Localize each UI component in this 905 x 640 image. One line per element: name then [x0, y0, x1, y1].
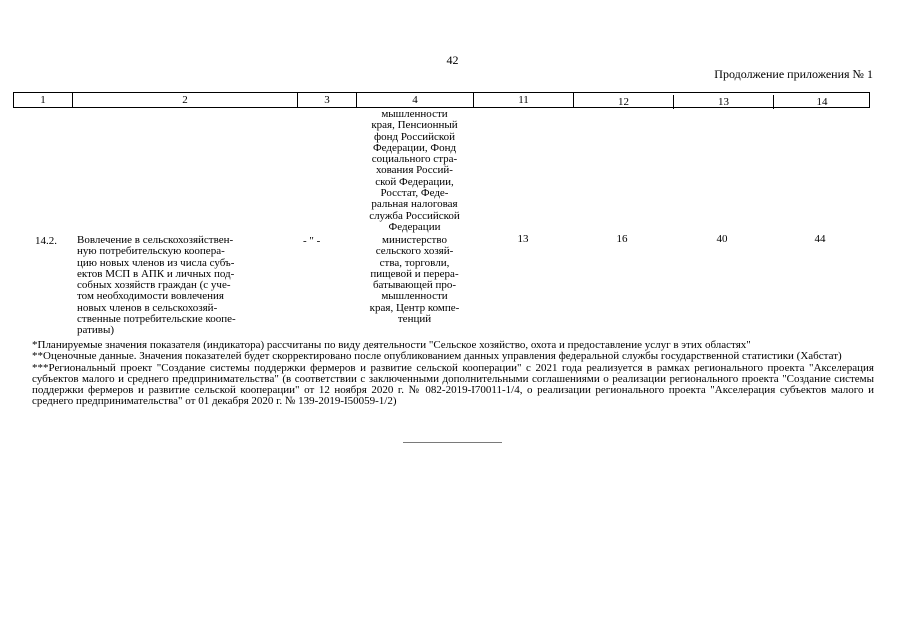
- col4-continued-text: мышленности края, Пенсионный фонд Российской Федерации, Фонд социального стра- хования Россий- ской Федерации, Росстат, Феде- ральная налоговая служба Российской Федерации: [369, 108, 460, 233]
- footnotes: [32, 340, 874, 408]
- row-description: Вовлечение в сельскохозяйствен- ную потребительскую коопера- цию новых членов из числа субъ- ектов МСП в АПК и личных под- собных хозяйств граждан (с уче- том необходимости вовлечения новых членов в сельскохозяй- ственные потребительские коопе- ративы): [77, 234, 236, 337]
- footnote-1: *Планируемые значения показателя (индикатора) рассчитаны по виду деятельности "Сельское хозяйство, охота и предоставление услуг в этих областях": [32, 339, 751, 351]
- header-cell-12: 12: [574, 95, 674, 109]
- header-cell-13: 13: [674, 95, 774, 109]
- header-cell-2: 2: [73, 93, 298, 107]
- row-col3-ditto: - " -: [303, 235, 321, 247]
- row-value-col13: 40: [716, 233, 728, 245]
- footnote-3: ***Региональный проект "Создание системы поддержки фермеров и развитие сельской кооперации" с 2021 года реализуется в рамках регионального проекта "Акселерация субъектов малого и среднего предпринимательства" (в соответствии с заключенными дополнительными соглашениями о реализации регионального проекта "Создание системы поддержки фермеров и развитие сельской кооперации" от 12 ноября 2020 г. № 082-2019-I70011-1/4, о реализации регионального проекта "Акселерация субъектов малого и среднего предпринимательства" от 01 декабря 2020 г. № 139-2019-I50059-1/2): [32, 361, 874, 408]
- header-cell-3: 3: [298, 93, 357, 107]
- row-number: 14.2.: [35, 235, 57, 247]
- row-value-col14: 44: [814, 233, 826, 245]
- page-number: 42: [446, 53, 459, 67]
- header-cell-1: 1: [14, 93, 73, 107]
- continuation-label: Продолжение приложения № 1: [714, 67, 873, 81]
- row-col4-responsible: министерство сельского хозяй- ства, торговли, пищевой и перера- батывающей про- мышленности края, Центр компе- тенций: [369, 234, 460, 326]
- header-cell-14: 14: [816, 96, 828, 108]
- header-cell-11: 11: [474, 93, 574, 107]
- end-divider: [403, 442, 502, 443]
- row-value-col12: 16: [616, 233, 628, 245]
- row-value-col11: 13: [517, 233, 529, 245]
- header-cell-4: 4: [357, 93, 474, 107]
- footnote-2: **Оценочные данные. Значения показателей будет скорректировано после опубликованием данных управления федеральной службы государственной статистики (Хабстат): [32, 350, 842, 363]
- table-header-row: [13, 92, 870, 108]
